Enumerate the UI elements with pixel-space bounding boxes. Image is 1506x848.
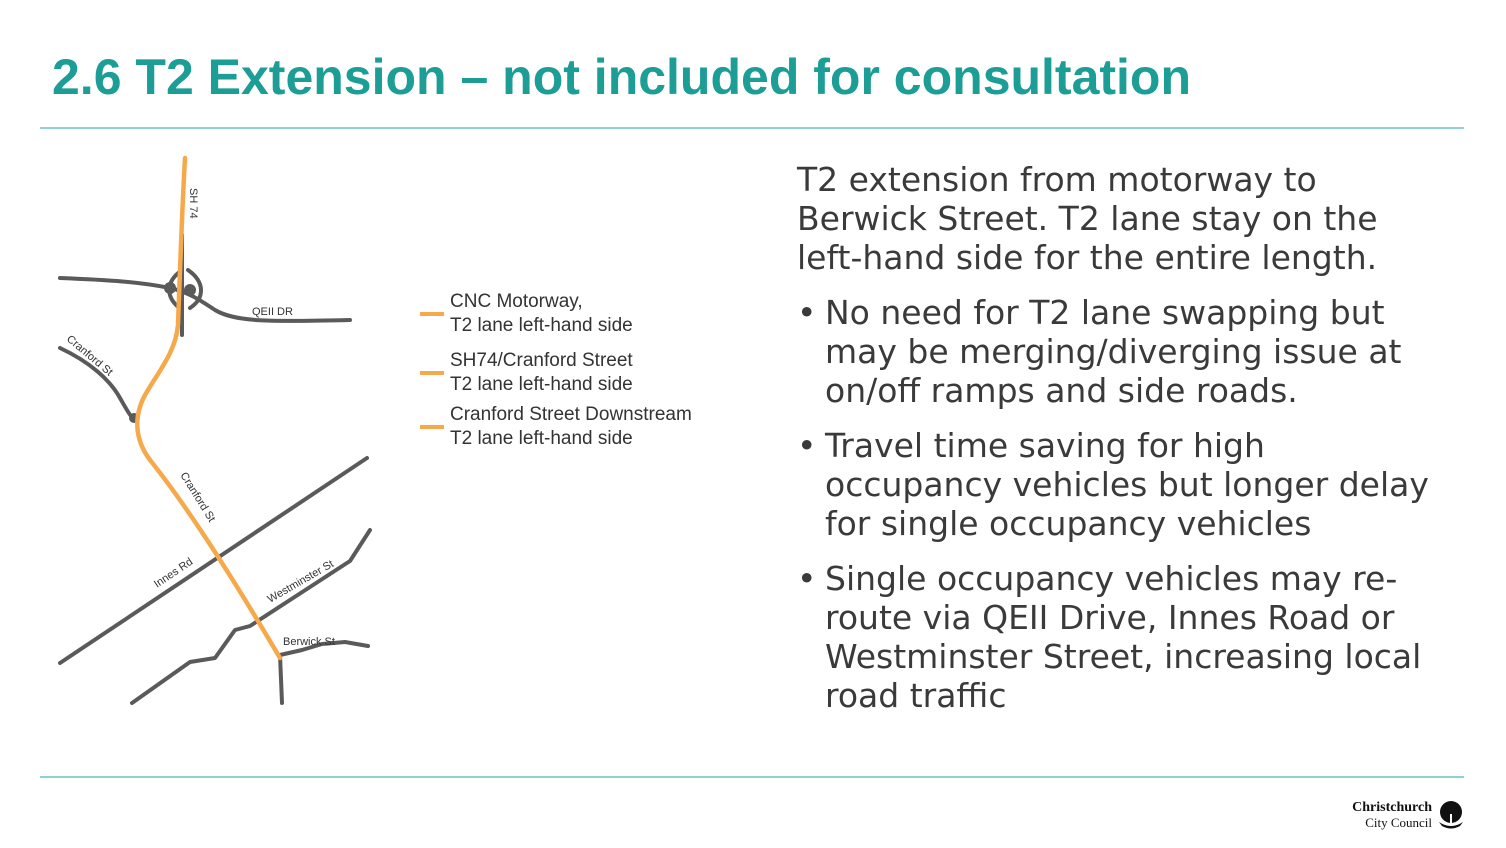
legend-line-2: T2 lane left-hand side: [450, 428, 633, 449]
qeii-label: QEII DR: [252, 306, 293, 318]
bullet-text: Single occupancy vehicles may re-route via QEII Drive, Innes Road or Westminster Street, increasing local road traffic: [825, 559, 1422, 715]
description-panel: [797, 160, 1437, 731]
innes-label: Innes Rd: [151, 555, 196, 591]
page-title: 2.6 T2 Extension – not included for consultation: [52, 49, 1192, 105]
legend-line-1: Cranford Street Downstream: [450, 404, 692, 425]
cranford-upper-label: Cranford St: [64, 333, 115, 379]
junction-node: [184, 284, 196, 296]
bullet-symbol: •: [797, 293, 817, 332]
legend-text: [450, 349, 633, 397]
berwick-label: Berwick St: [283, 636, 335, 648]
innes-rd-road: [60, 458, 367, 663]
legend-swatch: [420, 425, 444, 429]
legend-line-2: T2 lane left-hand side: [450, 315, 633, 336]
route-map: [40, 150, 720, 720]
logo-line-1: Christchurch: [1352, 800, 1432, 815]
bullet-item: [797, 426, 1437, 543]
legend-swatch: [420, 371, 444, 375]
bullet-list: [797, 293, 1437, 715]
council-logo: [1336, 798, 1466, 834]
bottom-divider: [40, 776, 1464, 778]
legend-line-1: CNC Motorway,: [450, 291, 583, 312]
bullet-item: [797, 293, 1437, 410]
top-divider: [40, 127, 1464, 129]
westminster-label: Westminster St: [265, 558, 336, 606]
bullet-item: [797, 559, 1437, 715]
berwick-st-road: [280, 655, 282, 703]
bullet-text: Travel time saving for high occupancy vehicles but longer delay for single occupancy vehicles: [825, 426, 1429, 543]
qeii-drive-road: [60, 278, 350, 321]
logo-line-2: City Council: [1365, 815, 1432, 830]
junction-markers: [129, 282, 196, 423]
legend-text: [450, 403, 692, 451]
tree-icon: [1436, 800, 1466, 830]
bullet-symbol: •: [797, 559, 817, 598]
bullet-text: No need for T2 lane swapping but may be merging/diverging issue at on/off ramps and side roads.: [825, 293, 1402, 410]
legend-swatch: [420, 312, 444, 316]
intro-text: T2 extension from motorway to Berwick Street. T2 lane stay on the left-hand side for the entire length.: [797, 160, 1378, 277]
legend-line-2: T2 lane left-hand side: [450, 374, 633, 395]
bullet-symbol: •: [797, 426, 817, 465]
junction-node: [164, 282, 176, 294]
legend-line-1: SH74/Cranford Street: [450, 350, 633, 371]
sh74-label: SH 74: [187, 188, 199, 219]
legend-text: [450, 290, 633, 338]
cranford-lower-label: Cranford St: [177, 470, 218, 525]
westminster-st-road: [132, 530, 370, 703]
